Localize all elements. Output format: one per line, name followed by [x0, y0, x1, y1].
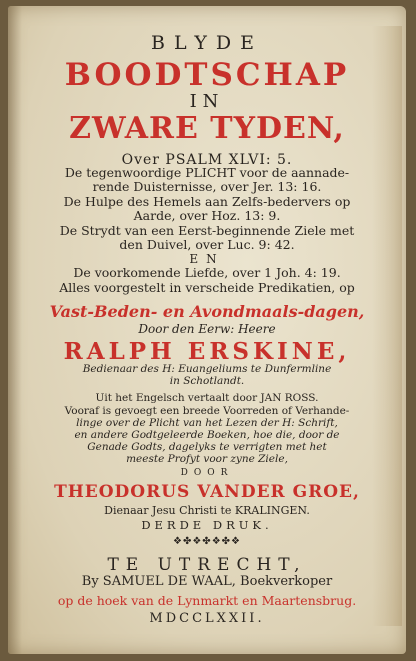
author-line: Bedienaar des H: Euangeliums te Dunfermline	[82, 363, 332, 375]
edition-label: DERDE DRUK.	[141, 518, 273, 532]
translation-line: linge over de Plicht van het Lezen der H: Schrift,	[76, 417, 338, 429]
text-line: den Duivel, over Luc. 9: 42.	[119, 237, 295, 252]
psalm-reference: Over PSALM XLVI: 5.	[121, 152, 293, 168]
text-line: De Strydt van een Eerst-beginnende Ziele met	[59, 223, 355, 238]
text-line: Alles voorgestelt in verscheide Predikatien, op	[59, 280, 355, 295]
ornament-divider: ❖✤❖✤❖✤❖	[173, 536, 241, 547]
imprint-address: op de hoek van de Lynmarkt en Maartensbrug.	[57, 593, 357, 608]
text-line: Aarde, over Hoz. 13: 9.	[133, 208, 281, 223]
preface-author-line: Dienaar Jesu Christi te KRALINGEN.	[104, 504, 310, 517]
en-conjunction: EN	[189, 252, 225, 266]
title-boodtschap: BOODTSCHAP	[64, 57, 350, 93]
translation-line: meeste Profyt voor zyne Ziele,	[126, 453, 288, 465]
imprint-printer: By SAMUEL DE WAAL, Boekverkoper	[81, 574, 333, 589]
title-zware-tyden: ZWARE TYDEN,	[69, 111, 345, 146]
translation-line: Genade Godts, dagelyks te verrigten met het	[87, 441, 327, 453]
text-line: rende Duisternisse, over Jer. 13: 16.	[92, 179, 322, 194]
title-blyde: BLYDE	[150, 32, 263, 54]
translation-line: Uit het Engelsch vertaalt door JAN ROSS.	[95, 392, 319, 404]
title-page	[8, 6, 406, 654]
author-name: RALPH ERSKINE,	[63, 338, 351, 365]
door-den-eerw: Door den Eerw: Heere	[138, 322, 276, 336]
text-line: De voorkomende Liefde, over 1 Joh. 4: 19.	[73, 265, 341, 280]
title-in: IN	[189, 91, 225, 112]
door-label: DOOR	[180, 468, 234, 478]
author-line: in Schotlandt.	[169, 375, 245, 387]
preface-author-name: THEODORUS VANDER GROE,	[54, 482, 360, 502]
imprint-year: MDCCLXXII.	[149, 611, 265, 626]
vast-beden-line: Vast-Beden- en Avondmaals-dagen,	[49, 302, 365, 321]
text-line: De Hulpe des Hemels aan Zelfs-bedervers op	[63, 194, 351, 209]
translation-line: en andere Godtgeleerde Boeken, hoe die, door de	[74, 429, 340, 441]
imprint-city: TE UTRECHT,	[107, 555, 307, 575]
text-line: De tegenwoordige PLICHT voor de aannade-	[64, 165, 350, 180]
translation-line: Vooraf is gevoegt een breede Voorreden of Verhande-	[64, 405, 350, 417]
